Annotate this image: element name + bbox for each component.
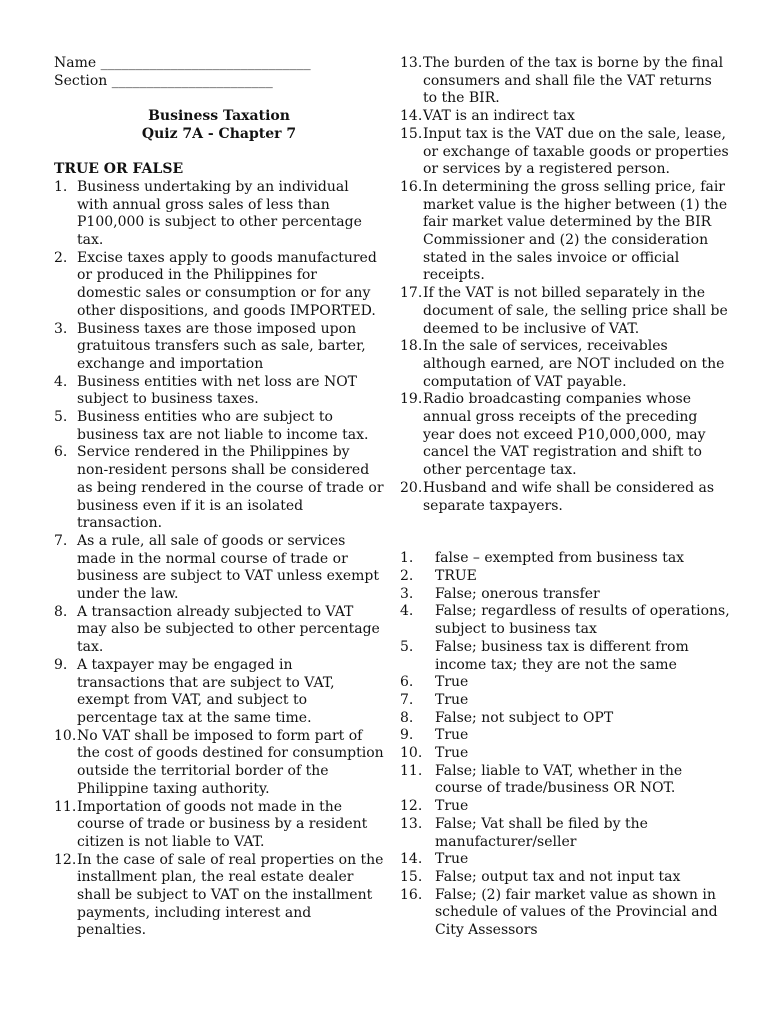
question-number: 14. [400, 108, 423, 125]
question-text: Importation of goods not made in the course of trade or business by a resident citizen is not liable to VAT. [77, 798, 368, 850]
answer-text: False; regardless of results of operations, subject to business tax [435, 603, 730, 638]
question-number: 2. [54, 249, 68, 266]
question-item [400, 391, 730, 480]
question-text: The burden of the tax is borne by the final consumers and shall file the VAT returns to the BIR. [423, 55, 724, 107]
answer-item [400, 674, 730, 692]
question-item [54, 728, 384, 799]
answer-item [400, 710, 730, 728]
question-list-right [400, 55, 730, 515]
question-text: Business taxes are those imposed upon gratuitous transfers such as sale, barter, exchange and importation [77, 320, 366, 372]
question-text: Excise taxes apply to goods manufactured or produced in the Philippines for domestic sales or consumption or for any other dispositions, and goods IMPORTED. [77, 249, 377, 319]
question-item [400, 179, 730, 285]
question-item [54, 250, 384, 321]
question-item [54, 533, 384, 604]
question-text: Service rendered in the Philippines by non-resident persons shall be considered as being rendered in the course of trade or business even if it is an isolated transaction. [77, 444, 384, 532]
question-item [54, 657, 384, 728]
question-item [400, 338, 730, 391]
answer-text: True [435, 745, 469, 762]
answer-item [400, 745, 730, 763]
question-text: In the sale of services, receivables although earned, are NOT included on the computation of VAT payable. [423, 338, 725, 390]
question-item [54, 409, 384, 444]
answer-number: 11. [400, 762, 423, 779]
answer-number: 9. [400, 727, 414, 744]
answer-item [400, 586, 730, 604]
question-item [400, 480, 730, 515]
question-number: 18. [400, 338, 423, 355]
question-text: Business entities who are subject to business tax are not liable to income tax. [77, 409, 369, 443]
question-number: 17. [400, 285, 423, 302]
answer-item [400, 851, 730, 869]
document-subtitle: Quiz 7A - Chapter 7 [141, 125, 297, 142]
question-text: Husband and wife shall be considered as separate taxpayers. [423, 479, 715, 514]
question-number: 7. [54, 532, 68, 549]
question-text: Business entities with net loss are NOT subject to business taxes. [77, 373, 358, 408]
answer-key-list [400, 550, 730, 939]
answer-number: 16. [400, 886, 423, 903]
name-line: Name ______________________________ [54, 55, 311, 71]
question-item [54, 852, 384, 941]
question-text: Input tax is the VAT due on the sale, lease, or exchange of taxable goods or properties or services by a registered person. [423, 125, 729, 178]
question-number: 9. [54, 656, 68, 673]
answer-number: 4. [400, 603, 414, 620]
question-item [400, 108, 730, 126]
question-text: Business undertaking by an individual with annual gross sales of less than P100,000 is subject to other percentage tax. [77, 178, 362, 248]
answer-number: 12. [400, 798, 423, 815]
answer-item [400, 639, 730, 674]
question-text: In determining the gross selling price, fair market value is the higher between (1) the fair market value determined by the BIR Commissioner and (2) the consideration stated in the sales invoice or official receipts. [423, 178, 728, 284]
section-line: Section _______________________ [54, 72, 273, 89]
question-number: 1. [54, 178, 68, 195]
answer-number: 13. [400, 815, 423, 832]
answer-item [400, 763, 730, 798]
question-item [54, 604, 384, 657]
answer-number: 8. [400, 709, 414, 726]
question-item [54, 444, 384, 533]
question-text: A taxpayer may be engaged in transactions that are subject to VAT, exempt from VAT, and subject to percentage tax at the same time. [77, 656, 335, 726]
question-number: 12. [54, 851, 77, 868]
answer-item [400, 869, 730, 887]
answer-number: 15. [400, 868, 423, 885]
question-list-left [54, 179, 384, 940]
question-number: 11. [54, 798, 77, 815]
answer-number: 1. [400, 550, 414, 567]
answer-item [400, 887, 730, 940]
answer-text: False; business tax is different from income tax; they are not the same [435, 638, 689, 673]
question-number: 20. [400, 479, 423, 496]
answer-text: False; not subject to OPT [435, 709, 614, 726]
answer-item [400, 550, 730, 568]
answer-number: 5. [400, 638, 414, 655]
answer-number: 14. [400, 851, 423, 868]
answer-text: True [435, 674, 469, 691]
document-title: Business Taxation [148, 108, 290, 125]
answer-number: 3. [400, 585, 414, 602]
answer-number: 2. [400, 567, 414, 584]
answer-text: false – exempted from business tax [435, 550, 685, 567]
right-column [400, 55, 730, 940]
question-number: 16. [400, 178, 423, 195]
answer-item [400, 692, 730, 710]
question-text: VAT is an indirect tax [423, 108, 575, 125]
question-number: 3. [54, 320, 68, 337]
question-number: 13. [400, 55, 423, 71]
answer-number: 7. [400, 691, 414, 708]
question-number: 15. [400, 125, 423, 142]
question-text: If the VAT is not billed separately in the document of sale, the selling price shall be deemed to be inclusive of VAT. [423, 285, 728, 337]
question-number: 8. [54, 603, 68, 620]
answer-item [400, 603, 730, 638]
answer-text: False; (2) fair market value as shown in schedule of values of the Provincial and City Assessors [435, 886, 718, 939]
question-number: 19. [400, 391, 423, 408]
answer-text: TRUE [435, 567, 477, 584]
question-item [54, 179, 384, 250]
question-item [400, 126, 730, 179]
question-number: 5. [54, 409, 68, 426]
answer-text: True [435, 851, 469, 868]
question-item [54, 799, 384, 852]
answer-item [400, 727, 730, 745]
answer-text: True [435, 798, 469, 815]
question-text: Radio broadcasting companies whose annual gross receipts of the preceding year does not exceed P10,000,000, may cancel the VAT registration and shift to other percentage tax. [423, 391, 706, 479]
answer-item [400, 568, 730, 586]
answer-text: False; output tax and not input tax [435, 868, 681, 885]
question-item [54, 374, 384, 409]
answer-item [400, 798, 730, 816]
answer-text: True [435, 727, 469, 744]
answer-text: False; Vat shall be filed by the manufacturer/seller [435, 815, 648, 850]
question-number: 4. [54, 373, 68, 390]
question-number: 6. [54, 444, 68, 461]
answer-item [400, 816, 730, 851]
question-text: No VAT shall be imposed to form part of the cost of goods destined for consumption outside the territorial border of the Philippine taxing authority. [77, 727, 384, 797]
question-item [400, 55, 730, 108]
answer-text: True [435, 691, 469, 708]
left-column [54, 55, 384, 940]
answer-number: 6. [400, 674, 414, 691]
question-number: 10. [54, 727, 77, 744]
question-text: A transaction already subjected to VAT may also be subjected to other percentage tax. [77, 603, 380, 656]
question-item [400, 285, 730, 338]
question-text: As a rule, all sale of goods or services made in the normal course of trade or business are subject to VAT unless exempt under the law. [77, 532, 379, 603]
question-text: In the case of sale of real properties on the installment plan, the real estate dealer shall be subject to VAT on the installment payments, including interest and penalties. [77, 851, 384, 939]
answer-number: 10. [400, 745, 423, 762]
section-heading: TRUE OR FALSE [54, 161, 184, 178]
answer-text: False; liable to VAT, whether in the course of trade/business OR NOT. [435, 762, 683, 797]
question-item [54, 321, 384, 374]
answer-text: False; onerous transfer [435, 585, 600, 602]
